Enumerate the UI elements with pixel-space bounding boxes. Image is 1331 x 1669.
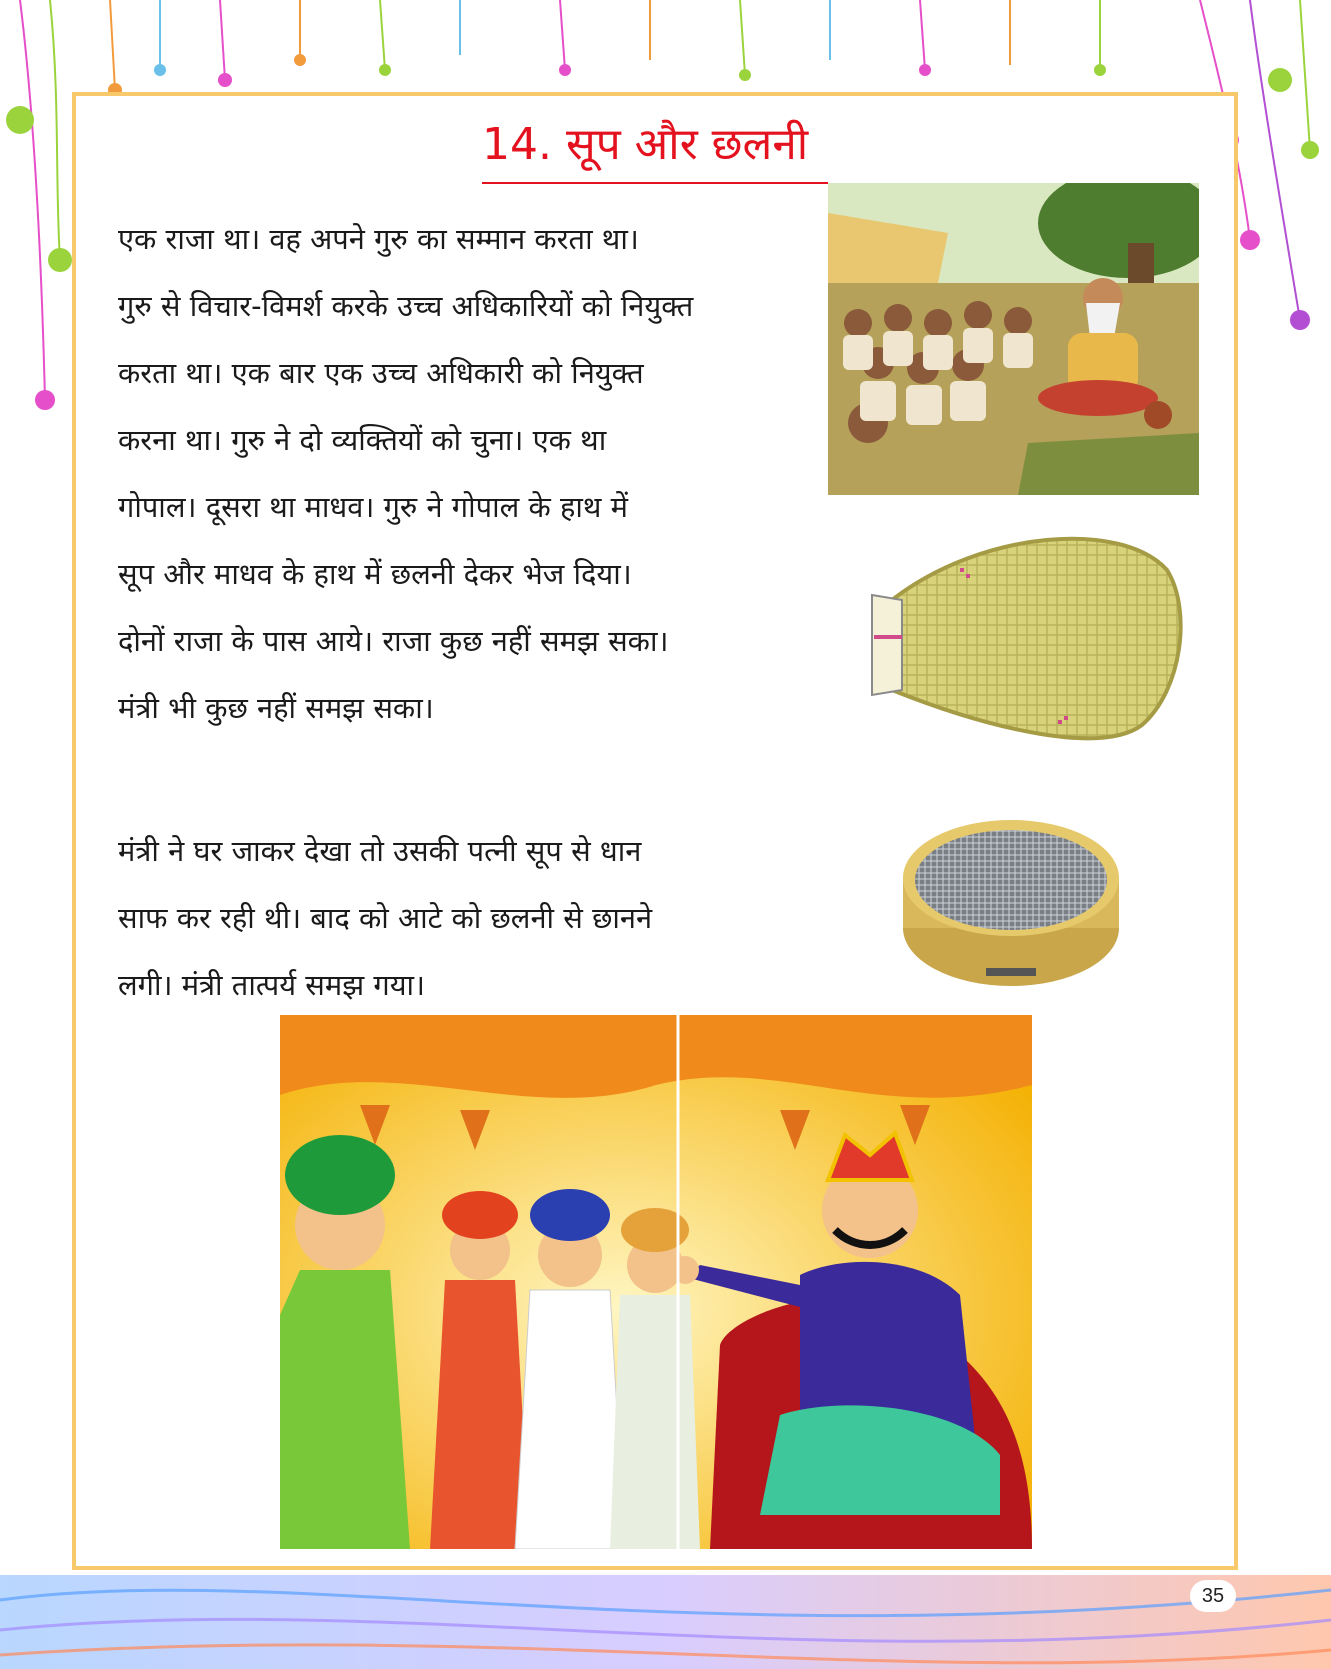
text-line: दोनों राजा के पास आये। राजा कुछ नहीं समझ सका। <box>118 624 669 658</box>
text-line: साफ कर रही थी। बाद को आटे को छलनी से छानने <box>118 901 653 935</box>
king-court-illustration <box>280 1015 1032 1549</box>
story-paragraph-1 <box>118 206 693 742</box>
text-line: सूप और माधव के हाथ में छलनी देकर भेज दिया। <box>118 557 632 591</box>
text-line: गोपाल। दूसरा था माधव। गुरु ने गोपाल के हाथ में <box>118 490 628 524</box>
text-line: मंत्री भी कुछ नहीं समझ सका। <box>118 691 434 725</box>
soop-winnowing-basket-image <box>862 520 1188 750</box>
guru-disciples-illustration <box>828 183 1199 495</box>
text-line: करना था। गुरु ने दो व्यक्तियों को चुना। एक था <box>118 423 607 457</box>
text-line: लगी। मंत्री तात्पर्य समझ गया। <box>118 968 426 1002</box>
text-line: गुरु से विचार-विमर्श करके उच्च अधिकारियों को नियुक्त <box>118 289 694 323</box>
page-number: 35 <box>1190 1580 1236 1612</box>
text-line: करता था। एक बार एक उच्च अधिकारी को नियुक्त <box>118 356 644 390</box>
chhalni-sieve-image <box>898 798 1124 996</box>
title-underline <box>482 182 828 184</box>
text-line: एक राजा था। वह अपने गुरु का सम्मान करता था। <box>118 222 639 256</box>
text-line: मंत्री ने घर जाकर देखा तो उसकी पत्नी सूप से धान <box>118 834 642 868</box>
story-paragraph-2 <box>118 818 652 1019</box>
page-title: 14. सूप और छलनी <box>482 119 809 170</box>
